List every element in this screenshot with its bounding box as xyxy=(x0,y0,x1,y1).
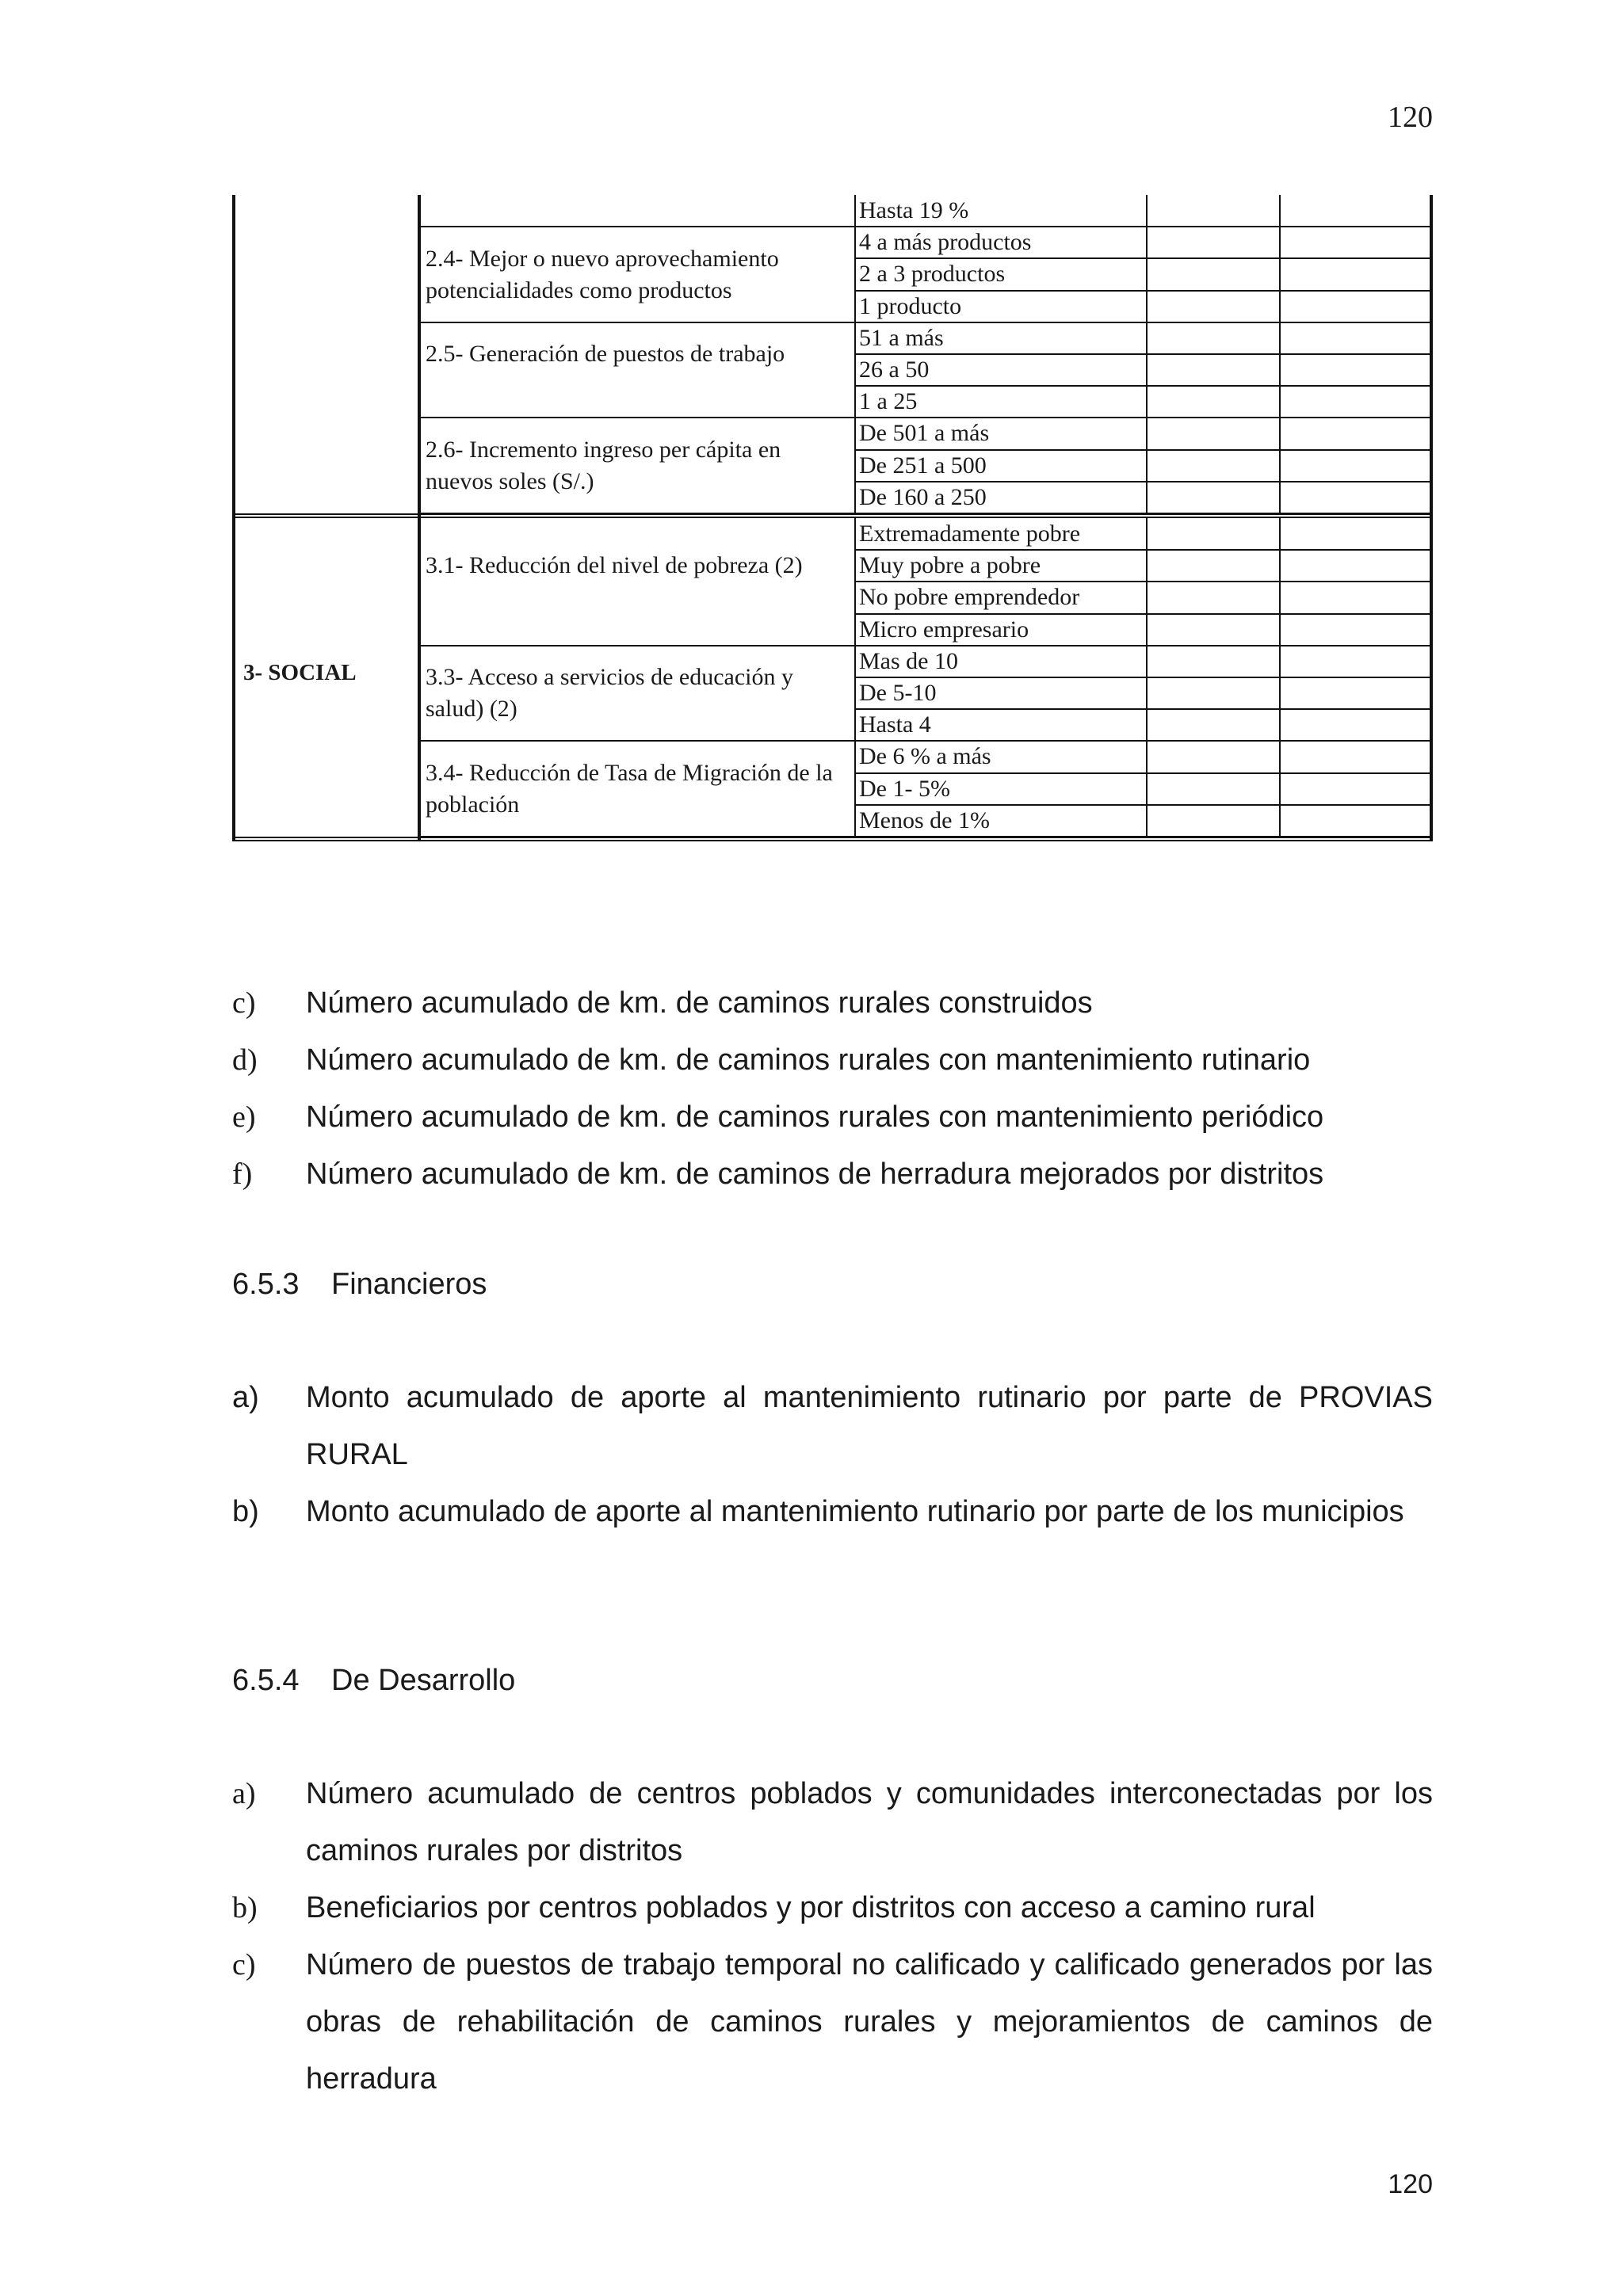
table-option-cell: 2 a 3 productos xyxy=(859,261,1006,288)
list-marker: d) xyxy=(232,1043,258,1077)
list-marker: a) xyxy=(232,1381,259,1414)
list-marker: c) xyxy=(232,986,256,1020)
list-item xyxy=(232,1089,1433,1146)
table-option-cell: De 501 a más xyxy=(859,420,990,447)
table-indicator-label: 3.1- Reducción del nivel de pobreza (2) xyxy=(426,552,803,579)
table-option-cell: De 1- 5% xyxy=(859,775,950,802)
table-indicator-line xyxy=(418,226,856,227)
table-option-cell: 1 a 25 xyxy=(859,388,918,415)
table-indicator-label: 3.3- Acceso a servicios de educación y salud) (2) xyxy=(426,664,793,723)
table-border-col2 xyxy=(854,518,856,837)
list-item xyxy=(232,1369,1433,1483)
table-option-cell: De 251 a 500 xyxy=(859,452,987,479)
list-marker: f) xyxy=(232,1158,253,1191)
list-item-text: Beneficiarios por centros poblados y por distritos con acceso a camino rural xyxy=(306,1891,1316,1924)
list-item xyxy=(232,1879,1433,1936)
list-item xyxy=(232,1936,1433,2107)
table-option-cell: 26 a 50 xyxy=(859,357,930,383)
table-option-cell: De 160 a 250 xyxy=(859,483,987,510)
indicators-table xyxy=(232,195,1433,841)
table-category-label: 3- SOCIAL xyxy=(243,660,357,685)
list-item-text: Número acumulado de km. de caminos rurales con mantenimiento rutinario xyxy=(306,1043,1311,1077)
table-border-col4 xyxy=(1279,518,1281,837)
list-item-text: Monto acumulado de aporte al mantenimiento rutinario por parte de PROVIAS RURAL xyxy=(306,1381,1433,1471)
list-development-indicators xyxy=(232,1765,1433,2107)
section-heading-desarrollo xyxy=(232,1657,515,1704)
list-item xyxy=(232,1146,1433,1203)
table-indicator-label: 2.5- Generación de puestos de trabajo xyxy=(426,341,785,368)
list-item-text: Número acumulado de km. de caminos rurales construidos xyxy=(306,986,1093,1020)
list-marker: e) xyxy=(232,1100,256,1134)
table-indicator-line xyxy=(418,417,856,418)
page-number-bottom: 120 xyxy=(1388,2169,1433,2199)
page-number-top: 120 xyxy=(1388,101,1433,134)
table-option-cell: Micro empresario xyxy=(859,616,1029,643)
section-title: Financieros xyxy=(331,1268,487,1301)
list-item-text: Monto acumulado de aporte al mantenimiento rutinario por parte de los municipios xyxy=(306,1495,1404,1528)
table-group-separator xyxy=(232,840,1433,841)
table-option-cell: 4 a más productos xyxy=(859,229,1032,256)
table-option-cell: 1 producto xyxy=(859,292,962,319)
section-number: 6.5.4 xyxy=(232,1664,300,1697)
table-indicator-label: 2.6- Incremento ingreso per cápita en nuevos soles (S/.) xyxy=(426,436,781,494)
table-border-col4 xyxy=(1279,195,1281,513)
table-border-col3 xyxy=(1146,195,1148,513)
table-indicator-label: 3.4- Reducción de Tasa de Migración de la población xyxy=(426,759,833,818)
list-item-text: Número de puestos de trabajo temporal no calificado y calificado generados por las obras de rehabilitación de caminos rurales y mejoramientos de caminos de herradura xyxy=(306,1948,1433,2096)
section-number: 6.5.3 xyxy=(232,1268,300,1301)
table-option-cell: Extremadamente pobre xyxy=(859,521,1081,547)
table-option-cell: Muy pobre a pobre xyxy=(859,552,1041,579)
table-border-col1 xyxy=(418,195,421,841)
section-heading-financieros xyxy=(232,1261,487,1308)
table-option-cell: De 6 % a más xyxy=(859,743,991,770)
table-border-left xyxy=(232,195,235,841)
table-group-separator xyxy=(232,517,1433,518)
table-option-cell: De 5-10 xyxy=(859,680,937,706)
list-physical-indicators xyxy=(232,974,1433,1203)
table-group-separator xyxy=(232,513,1433,515)
list-item xyxy=(232,1032,1433,1089)
table-indicator-label: 2.4- Mejor o nuevo aprovechamiento potencialidades como productos xyxy=(426,245,779,303)
list-item-text: Número acumulado de km. de caminos rurales con mantenimiento periódico xyxy=(306,1100,1324,1134)
list-financial-indicators xyxy=(232,1369,1433,1597)
list-marker: b) xyxy=(232,1891,258,1924)
table-indicator-line xyxy=(418,645,856,646)
list-marker: a) xyxy=(232,1777,256,1810)
table-border-col3 xyxy=(1146,518,1148,837)
list-marker: b) xyxy=(232,1495,259,1528)
list-marker: c) xyxy=(232,1948,256,1981)
section-title: De Desarrollo xyxy=(331,1664,516,1697)
list-item xyxy=(232,1483,1433,1597)
table-option-cell: Hasta 19 % xyxy=(859,197,969,223)
table-option-cell: Mas de 10 xyxy=(859,647,958,674)
list-item xyxy=(232,974,1433,1032)
table-indicator-line xyxy=(418,322,856,323)
table-option-cell: Menos de 1% xyxy=(859,807,990,833)
list-item-text: Número acumulado de km. de caminos de herradura mejorados por distritos xyxy=(306,1158,1324,1191)
table-indicator-line xyxy=(418,740,856,742)
list-item xyxy=(232,1765,1433,1879)
table-group-separator xyxy=(232,837,1433,838)
table-option-cell: No pobre emprendedor xyxy=(859,584,1080,611)
table-option-cell: Hasta 4 xyxy=(859,711,931,738)
table-option-cell: 51 a más xyxy=(859,324,944,351)
table-border-right xyxy=(1430,195,1433,841)
list-item-text: Número acumulado de centros poblados y comunidades interconectadas por los caminos rurales por distritos xyxy=(306,1777,1433,1867)
table-border-col2 xyxy=(854,195,856,513)
